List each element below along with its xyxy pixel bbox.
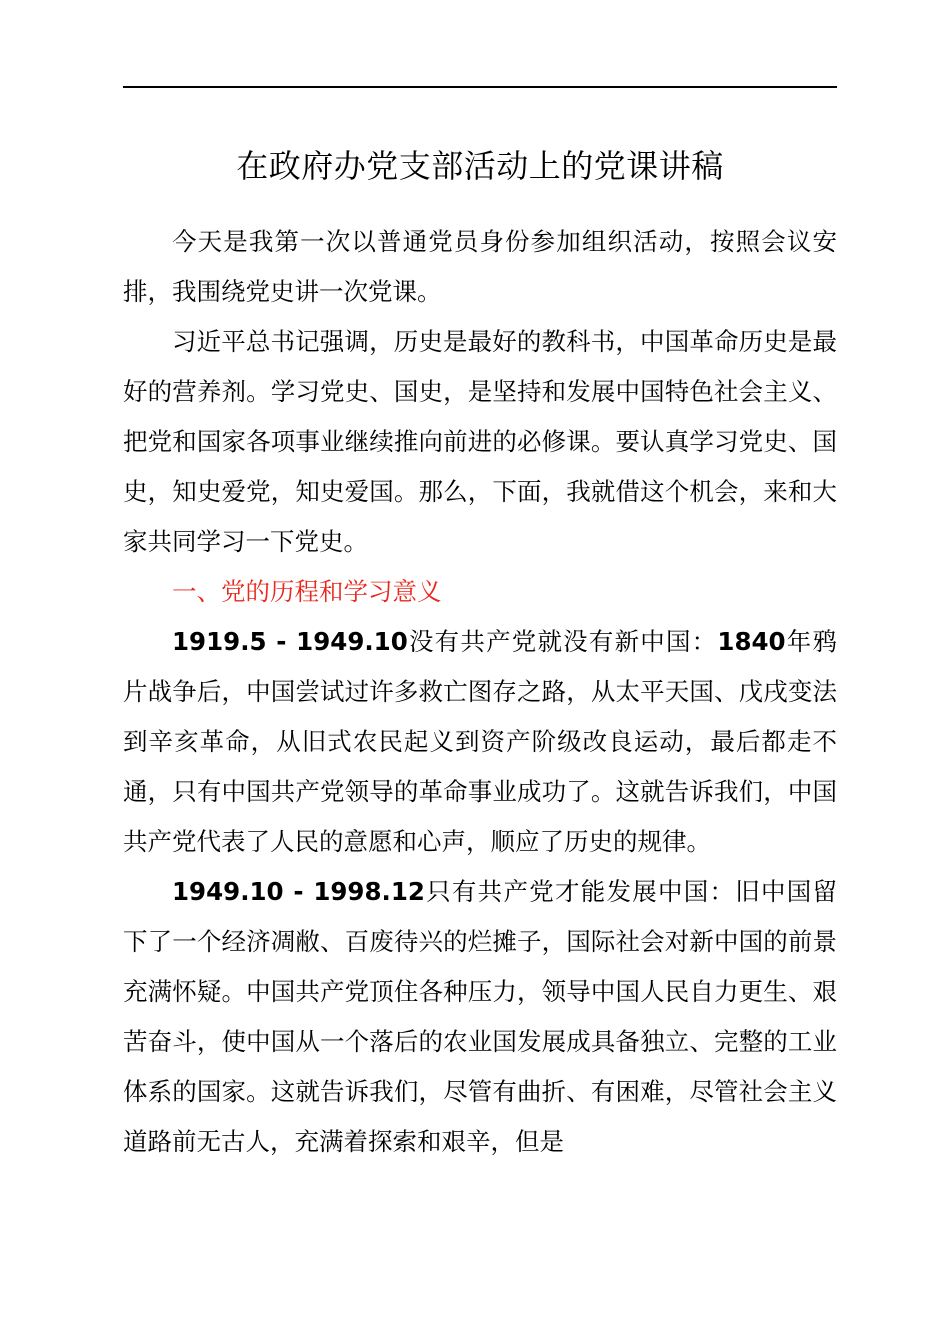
- paragraph-period-1: [123, 617, 837, 867]
- paragraph-period-2: [123, 867, 837, 1167]
- section-heading-1: 一、党的历程和学习意义: [172, 577, 442, 606]
- period-1-range: 1919.5 - 1949.10: [172, 627, 408, 656]
- period-1-lead: 没有共产党就没有新中国：: [407, 627, 718, 656]
- header-rule: [123, 86, 837, 88]
- paragraph-intro: 今天是我第一次以普通党员身份参加组织活动，按照会议安排，我围绕党史讲一次党课。: [123, 227, 837, 306]
- document-body: [123, 217, 837, 1167]
- paragraph-quote: 习近平总书记强调，历史是最好的教科书，中国革命历史是最好的营养剂。学习党史、国史，是坚持和发展中国特色社会主义、把党和国家各项事业继续推向前进的必修课。要认真学习党史、国史，知史爱党，知史爱国。那么，下面，我就借这个机会，来和大家共同学习一下党史。: [123, 327, 837, 556]
- period-2-text: 只有共产党才能发展中国：旧中国留下了一个经济凋敝、百废待兴的烂摊子，国际社会对新中国的前景充满怀疑。中国共产党顶住各种压力，领导中国人民自力更生、艰苦奋斗，使中国从一个落后的农业国发展成具备独立、完整的工业体系的国家。这就告诉我们，尽管有曲折、有困难，尽管社会主义道路前无古人，充满着探索和艰辛，但是: [123, 877, 837, 1156]
- period-1-text: 年鸦片战争后，中国尝试过许多救亡图存之路，从太平天国、戊戌变法到辛亥革命，从旧式农民起义到资产阶级改良运动，最后都走不通，只有中国共产党领导的革命事业成功了。这就告诉我们，中国共产党代表了人民的意愿和心声，顺应了历史的规律。: [123, 627, 837, 856]
- period-2-range: 1949.10 - 1998.12: [172, 877, 425, 906]
- period-1-year: 1840: [717, 627, 786, 656]
- page-title: 在政府办党支部活动上的党课讲稿: [236, 147, 724, 185]
